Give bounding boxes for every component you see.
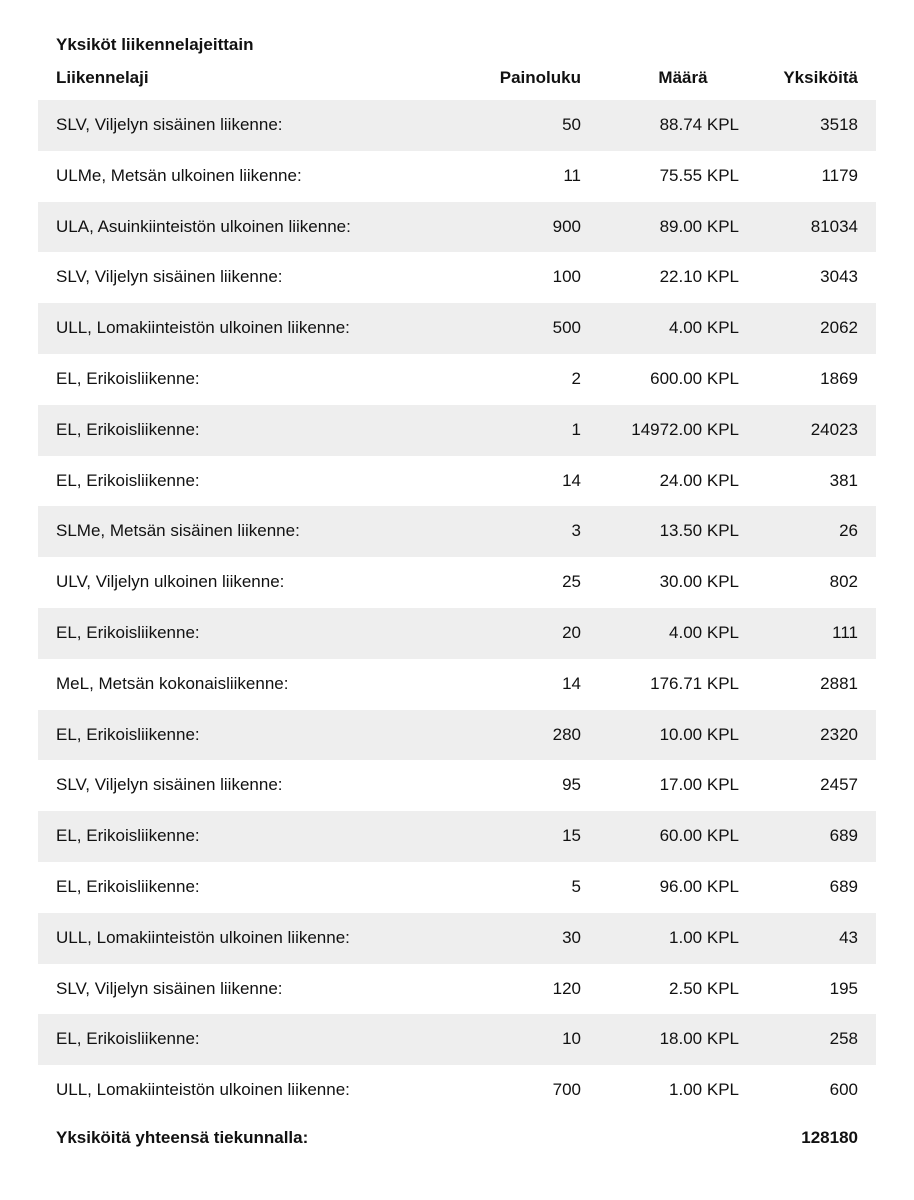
cell-traffic-type: EL, Erikoisliikenne:	[38, 608, 468, 659]
table-row	[38, 100, 876, 151]
cell-amount: 600.00 KPL	[583, 354, 743, 405]
cell-traffic-type: ULL, Lomakiinteistön ulkoinen liikenne:	[38, 303, 468, 354]
table-row	[38, 760, 876, 811]
cell-units: 3043	[743, 252, 876, 303]
units-by-traffic-type-section	[38, 30, 876, 1160]
cell-weight: 5	[468, 862, 583, 913]
cell-amount: 89.00 KPL	[583, 202, 743, 253]
cell-weight: 95	[468, 760, 583, 811]
cell-traffic-type: EL, Erikoisliikenne:	[38, 811, 468, 862]
cell-units: 600	[743, 1065, 876, 1116]
cell-units: 26	[743, 506, 876, 557]
cell-traffic-type: ULL, Lomakiinteistön ulkoinen liikenne:	[38, 1065, 468, 1116]
cell-weight: 30	[468, 913, 583, 964]
cell-traffic-type: EL, Erikoisliikenne:	[38, 862, 468, 913]
cell-weight: 1	[468, 405, 583, 456]
cell-units: 43	[743, 913, 876, 964]
traffic-units-table	[38, 60, 876, 1160]
cell-traffic-type: ULMe, Metsän ulkoinen liikenne:	[38, 151, 468, 202]
cell-amount: 4.00 KPL	[583, 608, 743, 659]
cell-weight: 15	[468, 811, 583, 862]
table-body	[38, 100, 876, 1116]
table-row	[38, 862, 876, 913]
table-row	[38, 151, 876, 202]
cell-amount: 88.74 KPL	[583, 100, 743, 151]
cell-amount: 22.10 KPL	[583, 252, 743, 303]
cell-weight: 700	[468, 1065, 583, 1116]
table-row	[38, 1014, 876, 1065]
cell-amount: 17.00 KPL	[583, 760, 743, 811]
header-amount: Määrä	[658, 68, 708, 87]
cell-amount: 10.00 KPL	[583, 710, 743, 761]
cell-units: 2062	[743, 303, 876, 354]
table-row	[38, 710, 876, 761]
table-row	[38, 557, 876, 608]
cell-amount: 24.00 KPL	[583, 456, 743, 507]
cell-units: 1179	[743, 151, 876, 202]
cell-amount: 2.50 KPL	[583, 964, 743, 1015]
cell-weight: 100	[468, 252, 583, 303]
cell-units: 1869	[743, 354, 876, 405]
cell-traffic-type: SLV, Viljelyn sisäinen liikenne:	[38, 100, 468, 151]
table-row	[38, 913, 876, 964]
table-row	[38, 405, 876, 456]
cell-traffic-type: EL, Erikoisliikenne:	[38, 710, 468, 761]
cell-traffic-type: EL, Erikoisliikenne:	[38, 1014, 468, 1065]
cell-traffic-type: MeL, Metsän kokonaisliikenne:	[38, 659, 468, 710]
header-units: Yksiköitä	[783, 68, 858, 87]
cell-weight: 3	[468, 506, 583, 557]
cell-units: 802	[743, 557, 876, 608]
cell-amount: 4.00 KPL	[583, 303, 743, 354]
cell-weight: 11	[468, 151, 583, 202]
cell-units: 689	[743, 862, 876, 913]
cell-traffic-type: EL, Erikoisliikenne:	[38, 456, 468, 507]
table-row	[38, 608, 876, 659]
cell-units: 3518	[743, 100, 876, 151]
cell-traffic-type: ULL, Lomakiinteistön ulkoinen liikenne:	[38, 913, 468, 964]
cell-units: 24023	[743, 405, 876, 456]
table-row	[38, 456, 876, 507]
table-row	[38, 202, 876, 253]
table-header-row	[38, 60, 876, 100]
table-row	[38, 354, 876, 405]
cell-traffic-type: EL, Erikoisliikenne:	[38, 354, 468, 405]
cell-weight: 500	[468, 303, 583, 354]
total-row	[38, 1116, 876, 1160]
header-traffic-type: Liikennelaji	[56, 68, 149, 87]
cell-traffic-type: SLMe, Metsän sisäinen liikenne:	[38, 506, 468, 557]
table-row	[38, 1065, 876, 1116]
cell-units: 81034	[743, 202, 876, 253]
cell-units: 258	[743, 1014, 876, 1065]
cell-weight: 14	[468, 456, 583, 507]
cell-units: 381	[743, 456, 876, 507]
cell-weight: 20	[468, 608, 583, 659]
cell-units: 2457	[743, 760, 876, 811]
cell-traffic-type: ULA, Asuinkiinteistön ulkoinen liikenne:	[38, 202, 468, 253]
cell-amount: 96.00 KPL	[583, 862, 743, 913]
cell-traffic-type: SLV, Viljelyn sisäinen liikenne:	[38, 252, 468, 303]
cell-traffic-type: SLV, Viljelyn sisäinen liikenne:	[38, 964, 468, 1015]
cell-weight: 280	[468, 710, 583, 761]
cell-weight: 10	[468, 1014, 583, 1065]
cell-weight: 50	[468, 100, 583, 151]
table-row	[38, 964, 876, 1015]
cell-amount: 60.00 KPL	[583, 811, 743, 862]
header-weight: Painoluku	[499, 68, 581, 87]
cell-amount: 176.71 KPL	[583, 659, 743, 710]
cell-weight: 120	[468, 964, 583, 1015]
cell-amount: 75.55 KPL	[583, 151, 743, 202]
cell-amount: 18.00 KPL	[583, 1014, 743, 1065]
cell-weight: 2	[468, 354, 583, 405]
cell-units: 2881	[743, 659, 876, 710]
cell-weight: 900	[468, 202, 583, 253]
cell-amount: 30.00 KPL	[583, 557, 743, 608]
cell-units: 111	[743, 608, 876, 659]
cell-traffic-type: SLV, Viljelyn sisäinen liikenne:	[38, 760, 468, 811]
total-value: 128180	[743, 1116, 876, 1160]
cell-amount: 1.00 KPL	[583, 1065, 743, 1116]
table-row	[38, 811, 876, 862]
cell-units: 2320	[743, 710, 876, 761]
cell-units: 195	[743, 964, 876, 1015]
cell-amount: 14972.00 KPL	[583, 405, 743, 456]
cell-traffic-type: EL, Erikoisliikenne:	[38, 405, 468, 456]
total-label: Yksiköitä yhteensä tiekunnalla:	[38, 1116, 468, 1160]
table-row	[38, 506, 876, 557]
cell-weight: 25	[468, 557, 583, 608]
table-row	[38, 659, 876, 710]
cell-amount: 13.50 KPL	[583, 506, 743, 557]
cell-weight: 14	[468, 659, 583, 710]
cell-traffic-type: ULV, Viljelyn ulkoinen liikenne:	[38, 557, 468, 608]
table-row	[38, 303, 876, 354]
cell-units: 689	[743, 811, 876, 862]
table-row	[38, 252, 876, 303]
section-title: Yksiköt liikennelajeittain	[56, 35, 254, 54]
cell-amount: 1.00 KPL	[583, 913, 743, 964]
